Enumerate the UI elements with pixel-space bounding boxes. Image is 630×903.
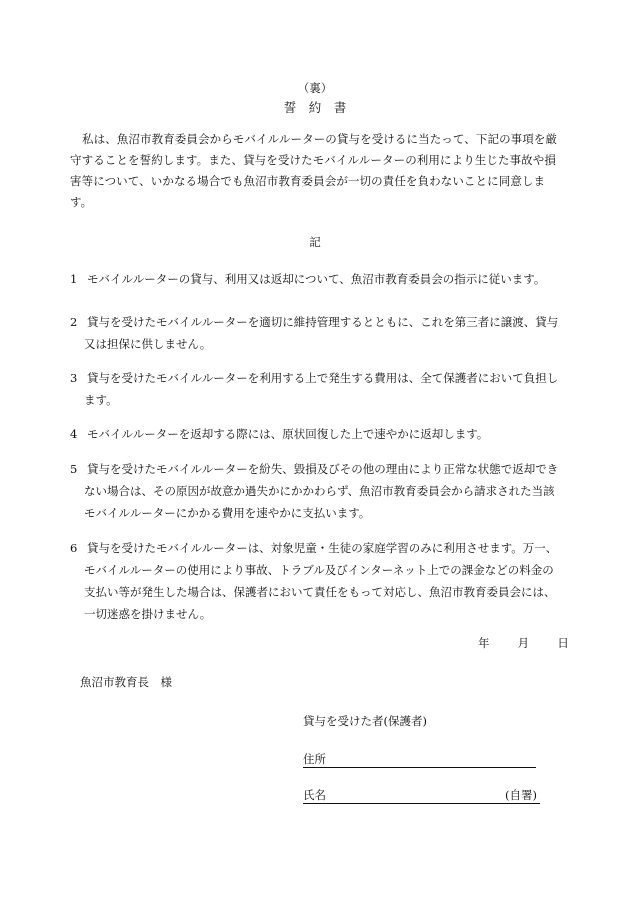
list-item-number: 2 [70, 315, 78, 329]
list-item-number: 3 [70, 371, 78, 385]
intro-paragraph: 私は、魚沼市教育委員会からモバイルルーターの貸与を受けるに当たって、下記の事項を厳守することを誓約します。また、貸与を受けたモバイルルーターの利用により生じた事故や損害等について、いかなる場合でも魚沼市教育委員会が一切の責任を負わないことに同意します。 [70, 132, 558, 209]
list-item-number: 5 [70, 462, 78, 476]
list-item-number: 6 [70, 541, 78, 555]
list-item [70, 423, 565, 445]
date-month: 月 [517, 636, 530, 650]
page-side-label: （裏） [297, 81, 333, 95]
list-item-text: 貸与を受けたモバイルルーターを利用する上で発生する費用は、全て保護者において負担します。 [84, 371, 559, 407]
list-item-text: 貸与を受けたモバイルルーターを適切に維持管理するとともに、これを第三者に譲渡、貸与又は担保に供しません。 [84, 315, 559, 351]
address-label: 住所 [303, 752, 326, 766]
list-item [70, 367, 565, 411]
list-item [70, 458, 565, 524]
name-label: 氏名 [303, 788, 326, 802]
date-line [478, 635, 569, 651]
name-underline [303, 803, 540, 804]
list-item [70, 537, 565, 625]
date-day: 日 [557, 636, 569, 650]
list-item-text: 貸与を受けたモバイルルーターは、対象児童・生徒の家庭学習のみに利用させます。万一、モバイルルーターの使用により事故、トラブル及びインターネット上での課金などの料金の支払い等が発生した場合は、保護者において責任をもって対応し、魚沼市教育委員会には、一切迷惑を掛けません。 [84, 541, 558, 621]
list-item-text: モバイルルーターを返却する際には、原状回復した上で速やかに返却します。 [87, 427, 489, 441]
list-item-number: 1 [70, 272, 78, 286]
list-item [70, 311, 565, 355]
signature-note: (自署) [505, 788, 537, 802]
list-item-text: モバイルルーターの貸与、利用又は返却について、魚沼市教育委員会の指示に従います。 [87, 272, 546, 286]
date-year: 年 [478, 636, 490, 650]
addressee: 魚沼市教育長 様 [80, 675, 172, 689]
signer-heading: 貸与を受けた者(保護者) [303, 714, 427, 728]
ki-label: 記 [309, 235, 321, 249]
document-title: 誓 約 書 [283, 100, 347, 115]
list-item-number: 4 [70, 427, 78, 441]
list-item-text: 貸与を受けたモバイルルーターを紛失、毀損及びその他の理由により正常な状態で返却できない場合は、その原因が故意か過失かにかかわらず、魚沼市教育委員会から請求された当該モバイルルーターにかかる費用を速やかに支払います。 [84, 462, 559, 520]
address-underline [303, 767, 536, 768]
list-item [70, 268, 565, 290]
